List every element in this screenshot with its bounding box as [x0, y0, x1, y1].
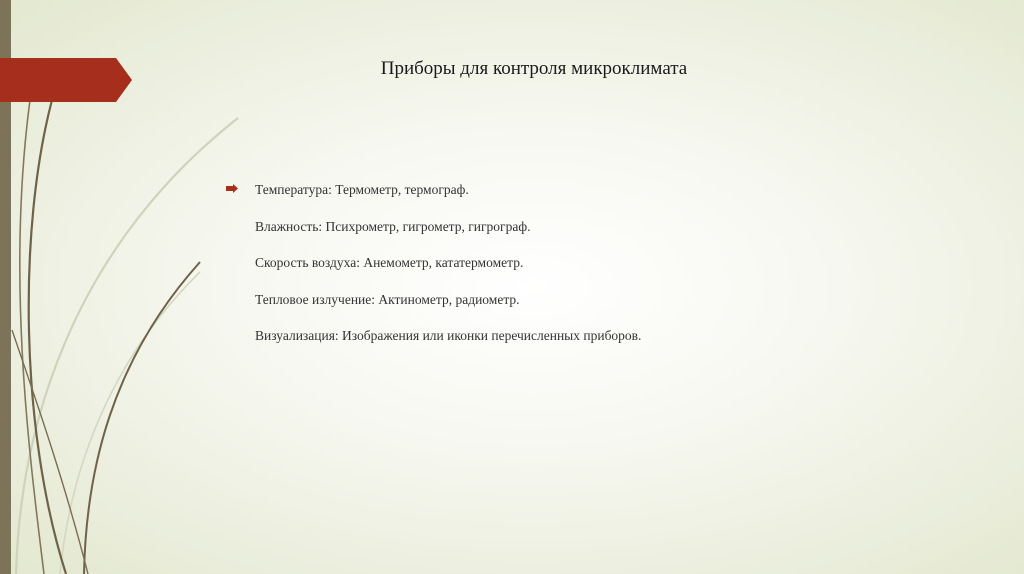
title-accent-tab [0, 58, 132, 102]
list-item [226, 215, 926, 252]
list-item-text: Температура: Термометр, термограф. [255, 182, 469, 197]
bullet-list [226, 178, 926, 361]
list-item-text: Тепловое излучение: Актинометр, радиометр. [255, 291, 520, 307]
arrow-bullet-icon [226, 184, 238, 193]
list-item [226, 288, 926, 325]
grass-stroke-dark-1 [84, 262, 200, 574]
list-item [226, 178, 926, 215]
list-item [226, 251, 926, 288]
grass-stroke-dark-2 [29, 100, 66, 574]
list-item [226, 324, 926, 361]
list-item-text: Скорость воздуха: Анемометр, кататермометр. [255, 255, 524, 270]
grass-stroke-light-2 [60, 272, 200, 574]
grass-stroke-light-1 [16, 118, 238, 574]
slide-title: Приборы для контроля микроклимата [380, 58, 688, 79]
list-item-text: Визуализация: Изображения или иконки перечисленных приборов. [255, 328, 642, 343]
grass-stroke-dark-3 [20, 100, 44, 574]
list-item-text: Влажность: Психрометр, гигрометр, гигрограф. [255, 218, 531, 234]
